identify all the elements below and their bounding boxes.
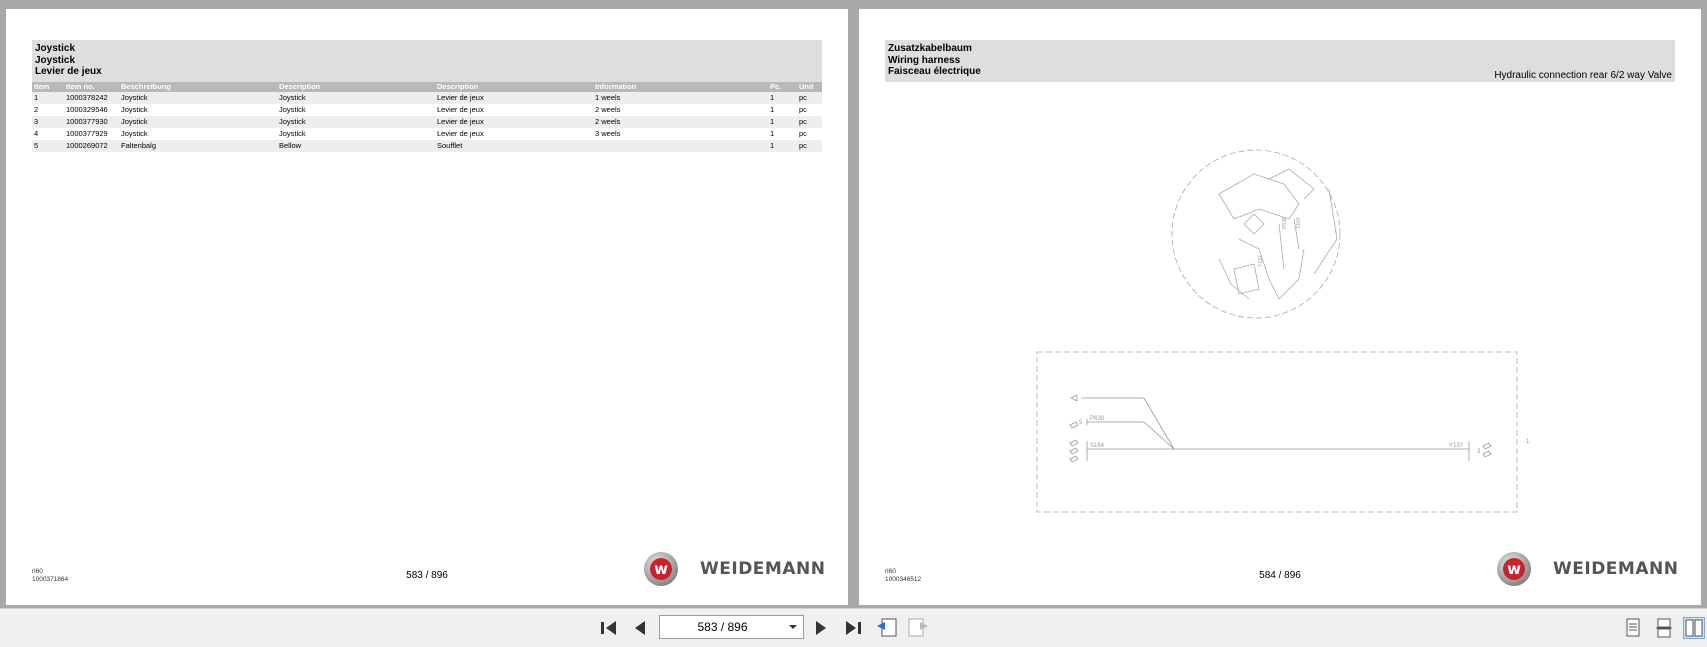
table-row	[32, 128, 822, 140]
cell: 2	[34, 105, 39, 114]
cell: Joystick	[277, 92, 435, 104]
machine-detail-view	[1172, 150, 1340, 318]
cell: Levier de jeux	[435, 116, 593, 128]
col-beschreibung: Beschreibung	[119, 82, 277, 92]
cell: 1	[768, 92, 797, 104]
cell: 1 weels	[593, 92, 768, 104]
weidemann-logo-icon: w	[1497, 552, 1531, 586]
cell: 1	[768, 140, 797, 152]
parts-table	[32, 82, 822, 152]
cell: pc	[797, 92, 822, 104]
table-header-row	[32, 82, 822, 92]
cell: Joystick	[119, 116, 277, 128]
detail-label-p638: P638	[1282, 217, 1288, 229]
cell: 1	[768, 116, 797, 128]
go-forward-icon	[907, 618, 929, 638]
cell: Levier de jeux	[437, 105, 484, 114]
two-page-icon	[1685, 618, 1703, 638]
cell: pc	[797, 116, 822, 128]
cell: pc	[797, 140, 822, 152]
wiring-diagram	[859, 9, 1701, 605]
single-page-icon	[1625, 618, 1641, 638]
cell: Faltenbalg	[119, 140, 277, 152]
brand-name: WEIDEMANN	[1553, 559, 1679, 579]
cell: Joystick	[121, 105, 148, 114]
single-page-view-button[interactable]	[1622, 617, 1644, 639]
page-number-value[interactable]: 583 / 896	[697, 620, 748, 634]
table-row	[32, 92, 822, 104]
col-description-fr: Description	[435, 82, 593, 92]
cell: Bellow	[277, 140, 435, 152]
header-title-fr: Levier de jeux	[35, 66, 102, 77]
col-unit: Unit	[797, 82, 822, 92]
weidemann-logo-icon: w	[644, 552, 678, 586]
cell: 2 weels	[593, 116, 768, 128]
cell	[593, 140, 768, 152]
detail-label-y137: Y137	[1258, 255, 1264, 267]
col-item: Item	[32, 82, 64, 92]
cell: Joystick	[279, 129, 306, 138]
cell: 3 weels	[595, 129, 621, 138]
go-back-button[interactable]	[876, 617, 898, 639]
navigation-toolbar	[0, 608, 1707, 647]
detail-label-s164: S164	[1296, 217, 1302, 229]
cell: pc	[799, 129, 807, 138]
continuous-page-icon	[1655, 618, 1673, 638]
brand-name: WEIDEMANN	[700, 559, 826, 579]
last-page-button[interactable]	[842, 617, 864, 639]
cell: 1	[32, 92, 64, 104]
cell: 1000377929	[66, 129, 108, 138]
cell: 1000269072	[64, 140, 119, 152]
pin-label-1: 1	[1526, 439, 1530, 445]
cell: Joystick	[279, 105, 306, 114]
pin-label-5: 5	[1079, 420, 1083, 426]
footer-doc-no: 1000371864	[32, 576, 69, 583]
header-title-en: Joystick	[35, 55, 76, 66]
next-page-button[interactable]	[810, 617, 832, 639]
cell: 1000378242	[64, 92, 119, 104]
schematic-wires	[1070, 395, 1491, 462]
cell: Joystick	[277, 116, 435, 128]
footer-doc-info	[885, 568, 921, 584]
cell: 1000377930	[64, 116, 119, 128]
header-note: Hydraulic connection rear 6/2 way Valve	[1494, 70, 1672, 81]
previous-page-icon	[633, 620, 647, 636]
col-item-no: Item no.	[64, 82, 119, 92]
chevron-down-icon	[788, 624, 798, 630]
footer-doc-no: 1000346512	[885, 576, 922, 583]
cell: Joystick	[119, 92, 277, 104]
page-number: 584 / 896	[1259, 570, 1301, 581]
header-title-fr: Faisceau électrique	[888, 66, 981, 77]
header-title-de: Zusatzkabelbaum	[888, 43, 972, 54]
table-row	[32, 140, 822, 152]
pin-label-3: 3	[1477, 449, 1481, 455]
page-584	[859, 9, 1701, 605]
cell: 2 weels	[595, 105, 621, 114]
cell: 4	[34, 129, 39, 138]
go-back-icon	[876, 618, 898, 638]
col-information: Information	[593, 82, 768, 92]
label-y137: Y137	[1449, 443, 1464, 449]
footer-doc-info	[32, 568, 68, 584]
cell: 3	[32, 116, 64, 128]
footer-model: rl60	[32, 568, 43, 575]
cell: Levier de jeux	[437, 129, 484, 138]
continuous-view-button[interactable]	[1653, 617, 1675, 639]
page-number-input[interactable]	[659, 615, 804, 639]
two-page-view-button[interactable]	[1683, 617, 1705, 639]
page-header	[32, 40, 822, 82]
cell: Soufflet	[435, 140, 593, 152]
label-p638: P638	[1090, 416, 1105, 422]
page-dropdown-button[interactable]	[783, 616, 803, 638]
first-page-icon	[600, 620, 618, 636]
header-title-de: Joystick	[35, 43, 76, 54]
table-row	[32, 116, 822, 128]
page-number: 583 / 896	[406, 570, 448, 581]
cell: 5	[32, 140, 64, 152]
label-s164: S164	[1090, 443, 1105, 449]
cell: Joystick	[121, 129, 148, 138]
schematic-frame	[1037, 352, 1517, 512]
previous-page-button[interactable]	[629, 617, 651, 639]
table-row	[32, 104, 822, 116]
go-forward-button[interactable]	[907, 617, 929, 639]
last-page-icon	[844, 620, 862, 636]
cell: Levier de jeux	[435, 92, 593, 104]
next-page-icon	[814, 620, 828, 636]
col-pc: Pc.	[768, 82, 797, 92]
first-page-button[interactable]	[598, 617, 620, 639]
cell: 1	[770, 129, 775, 138]
cell: pc	[799, 105, 807, 114]
cell: 1000329546	[66, 105, 108, 114]
col-description-en: Description	[277, 82, 435, 92]
footer-model: rl60	[885, 568, 896, 575]
header-title-en: Wiring harness	[888, 55, 961, 66]
cell: 1	[770, 105, 775, 114]
page-583	[6, 9, 848, 605]
